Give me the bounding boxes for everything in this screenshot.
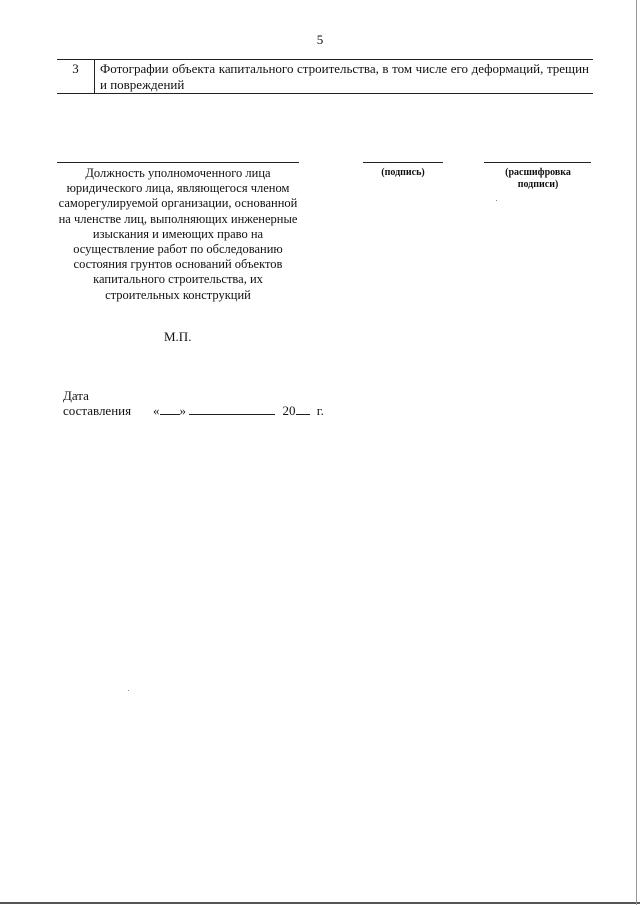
quote-open: « xyxy=(153,403,160,418)
year-suffix: г. xyxy=(316,403,324,418)
decryption-caption: (расшифровка подписи) xyxy=(505,167,571,190)
quote-close: » xyxy=(179,403,186,418)
decryption-line xyxy=(484,162,591,163)
year-blank xyxy=(296,403,310,415)
scan-speck xyxy=(496,200,497,201)
row-description: Фотографии объекта капитального строительства, в том числе его деформаций, трещин и повреждений xyxy=(100,61,589,92)
date-label xyxy=(63,388,131,418)
scan-speck xyxy=(128,690,129,691)
stamp-mark: М.П. xyxy=(164,329,192,344)
date-label-line2: составления xyxy=(63,403,132,418)
position-text: Должность уполномоченного лица юридического лица, являющегося членом саморегулируемой организации, основанной на членстве лиц, выполняющих инженерные изыскания и имеющих право на осуществление работ по обследованию состояния грунтов оснований объектов капитального строительства, их строительных конструкций xyxy=(58,166,298,302)
day-blank xyxy=(160,403,180,415)
column-divider xyxy=(94,60,95,93)
scan-right-edge xyxy=(636,0,637,905)
position-line xyxy=(57,162,299,163)
date-label-line1: Дата xyxy=(63,388,89,403)
signature-caption: (подпись) xyxy=(381,167,425,178)
month-blank xyxy=(189,403,275,415)
scan-bottom-edge xyxy=(0,902,640,904)
signature-line xyxy=(363,162,443,163)
row-number: 3 xyxy=(72,61,79,76)
date-field xyxy=(153,403,324,419)
year-prefix: 20 xyxy=(282,403,296,418)
table-row xyxy=(57,59,593,94)
page-number: 5 xyxy=(316,32,324,47)
